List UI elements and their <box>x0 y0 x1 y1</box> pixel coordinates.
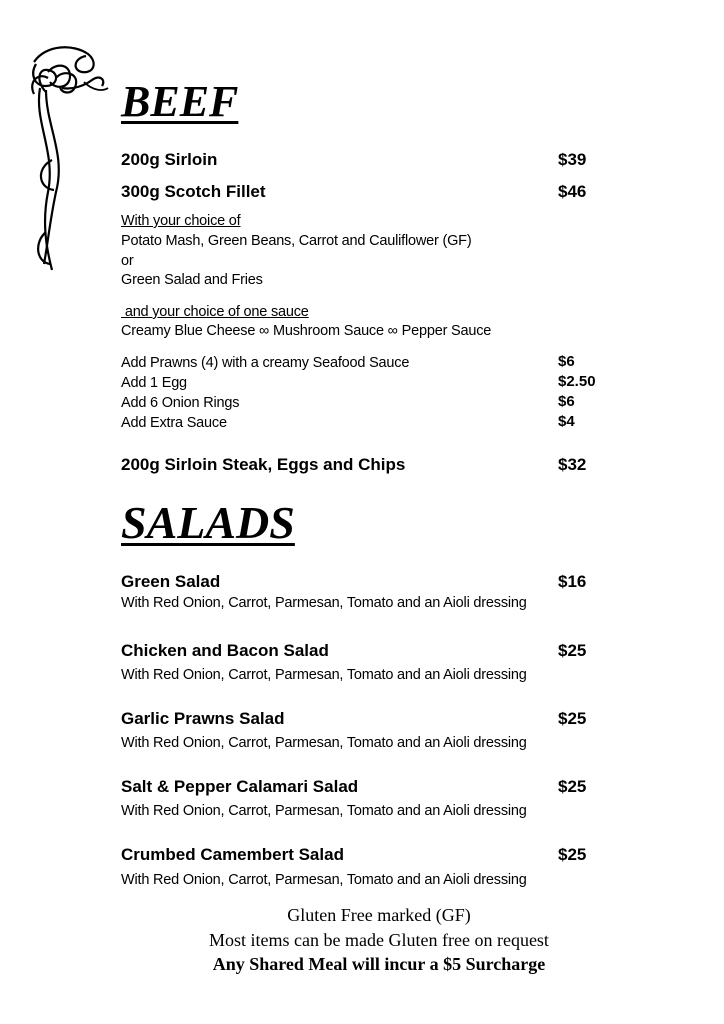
menu-item-name: 200g Sirloin <box>121 150 218 169</box>
addon-name: Add Prawns (4) with a creamy Seafood Sauce <box>121 355 410 371</box>
menu-item-name: Crumbed Camembert Salad <box>121 845 344 864</box>
addon-price: $6 <box>558 353 575 370</box>
menu-item-price: $39 <box>558 150 587 169</box>
footer-gluten-request: Most items can be made Gluten free on request <box>209 930 549 950</box>
menu-item-price: $25 <box>558 777 587 796</box>
menu-item-price: $25 <box>558 845 587 864</box>
addon-price: $2.50 <box>558 373 596 390</box>
sauce-options: Creamy Blue Cheese ∞ Mushroom Sauce ∞ Pepper Sauce <box>121 323 492 339</box>
menu-item-name: 300g Scotch Fillet <box>121 182 266 201</box>
menu-item-description: With Red Onion, Carrot, Parmesan, Tomato and an Aioli dressing <box>121 595 527 611</box>
menu-item-description: With Red Onion, Carrot, Parmesan, Tomato and an Aioli dressing <box>121 667 527 683</box>
menu-item-name: Garlic Prawns Salad <box>121 709 285 728</box>
addon-price: $6 <box>558 393 575 410</box>
beef-section-heading: BEEF <box>121 77 239 126</box>
addon-name: Add 1 Egg <box>121 375 187 391</box>
menu-item-price: $25 <box>558 641 587 660</box>
choice-or: or <box>121 253 134 269</box>
menu-item-name: Salt & Pepper Calamari Salad <box>121 777 359 796</box>
addon-name: Add Extra Sauce <box>121 415 227 431</box>
choice-option: Potato Mash, Green Beans, Carrot and Cauliflower (GF) <box>121 233 472 249</box>
menu-item-price: $16 <box>558 572 587 591</box>
menu-item-price: $46 <box>558 182 587 201</box>
footer-surcharge-note: Any Shared Meal will incur a $5 Surcharge <box>212 954 546 974</box>
menu-item-name: 200g Sirloin Steak, Eggs and Chips <box>121 455 406 474</box>
salads-section-heading: SALADS <box>121 497 295 548</box>
menu-item-description: With Red Onion, Carrot, Parmesan, Tomato and an Aioli dressing <box>121 735 527 751</box>
menu-item-price: $32 <box>558 455 587 474</box>
menu-item-description: With Red Onion, Carrot, Parmesan, Tomato and an Aioli dressing <box>121 803 527 819</box>
menu-item-description: With Red Onion, Carrot, Parmesan, Tomato and an Aioli dressing <box>121 872 527 888</box>
celtic-knot-ornament-icon <box>26 42 116 277</box>
footer-gluten-note: Gluten Free marked (GF) <box>287 905 471 925</box>
addon-price: $4 <box>558 413 575 430</box>
choice-option: Green Salad and Fries <box>121 272 263 288</box>
addon-name: Add 6 Onion Rings <box>121 395 240 411</box>
choice-intro: With your choice of <box>121 213 241 229</box>
menu-item-price: $25 <box>558 709 587 728</box>
menu-item-name: Green Salad <box>121 572 221 591</box>
menu-item-name: Chicken and Bacon Salad <box>121 641 329 660</box>
sauce-intro: and your choice of one sauce <box>121 304 309 320</box>
